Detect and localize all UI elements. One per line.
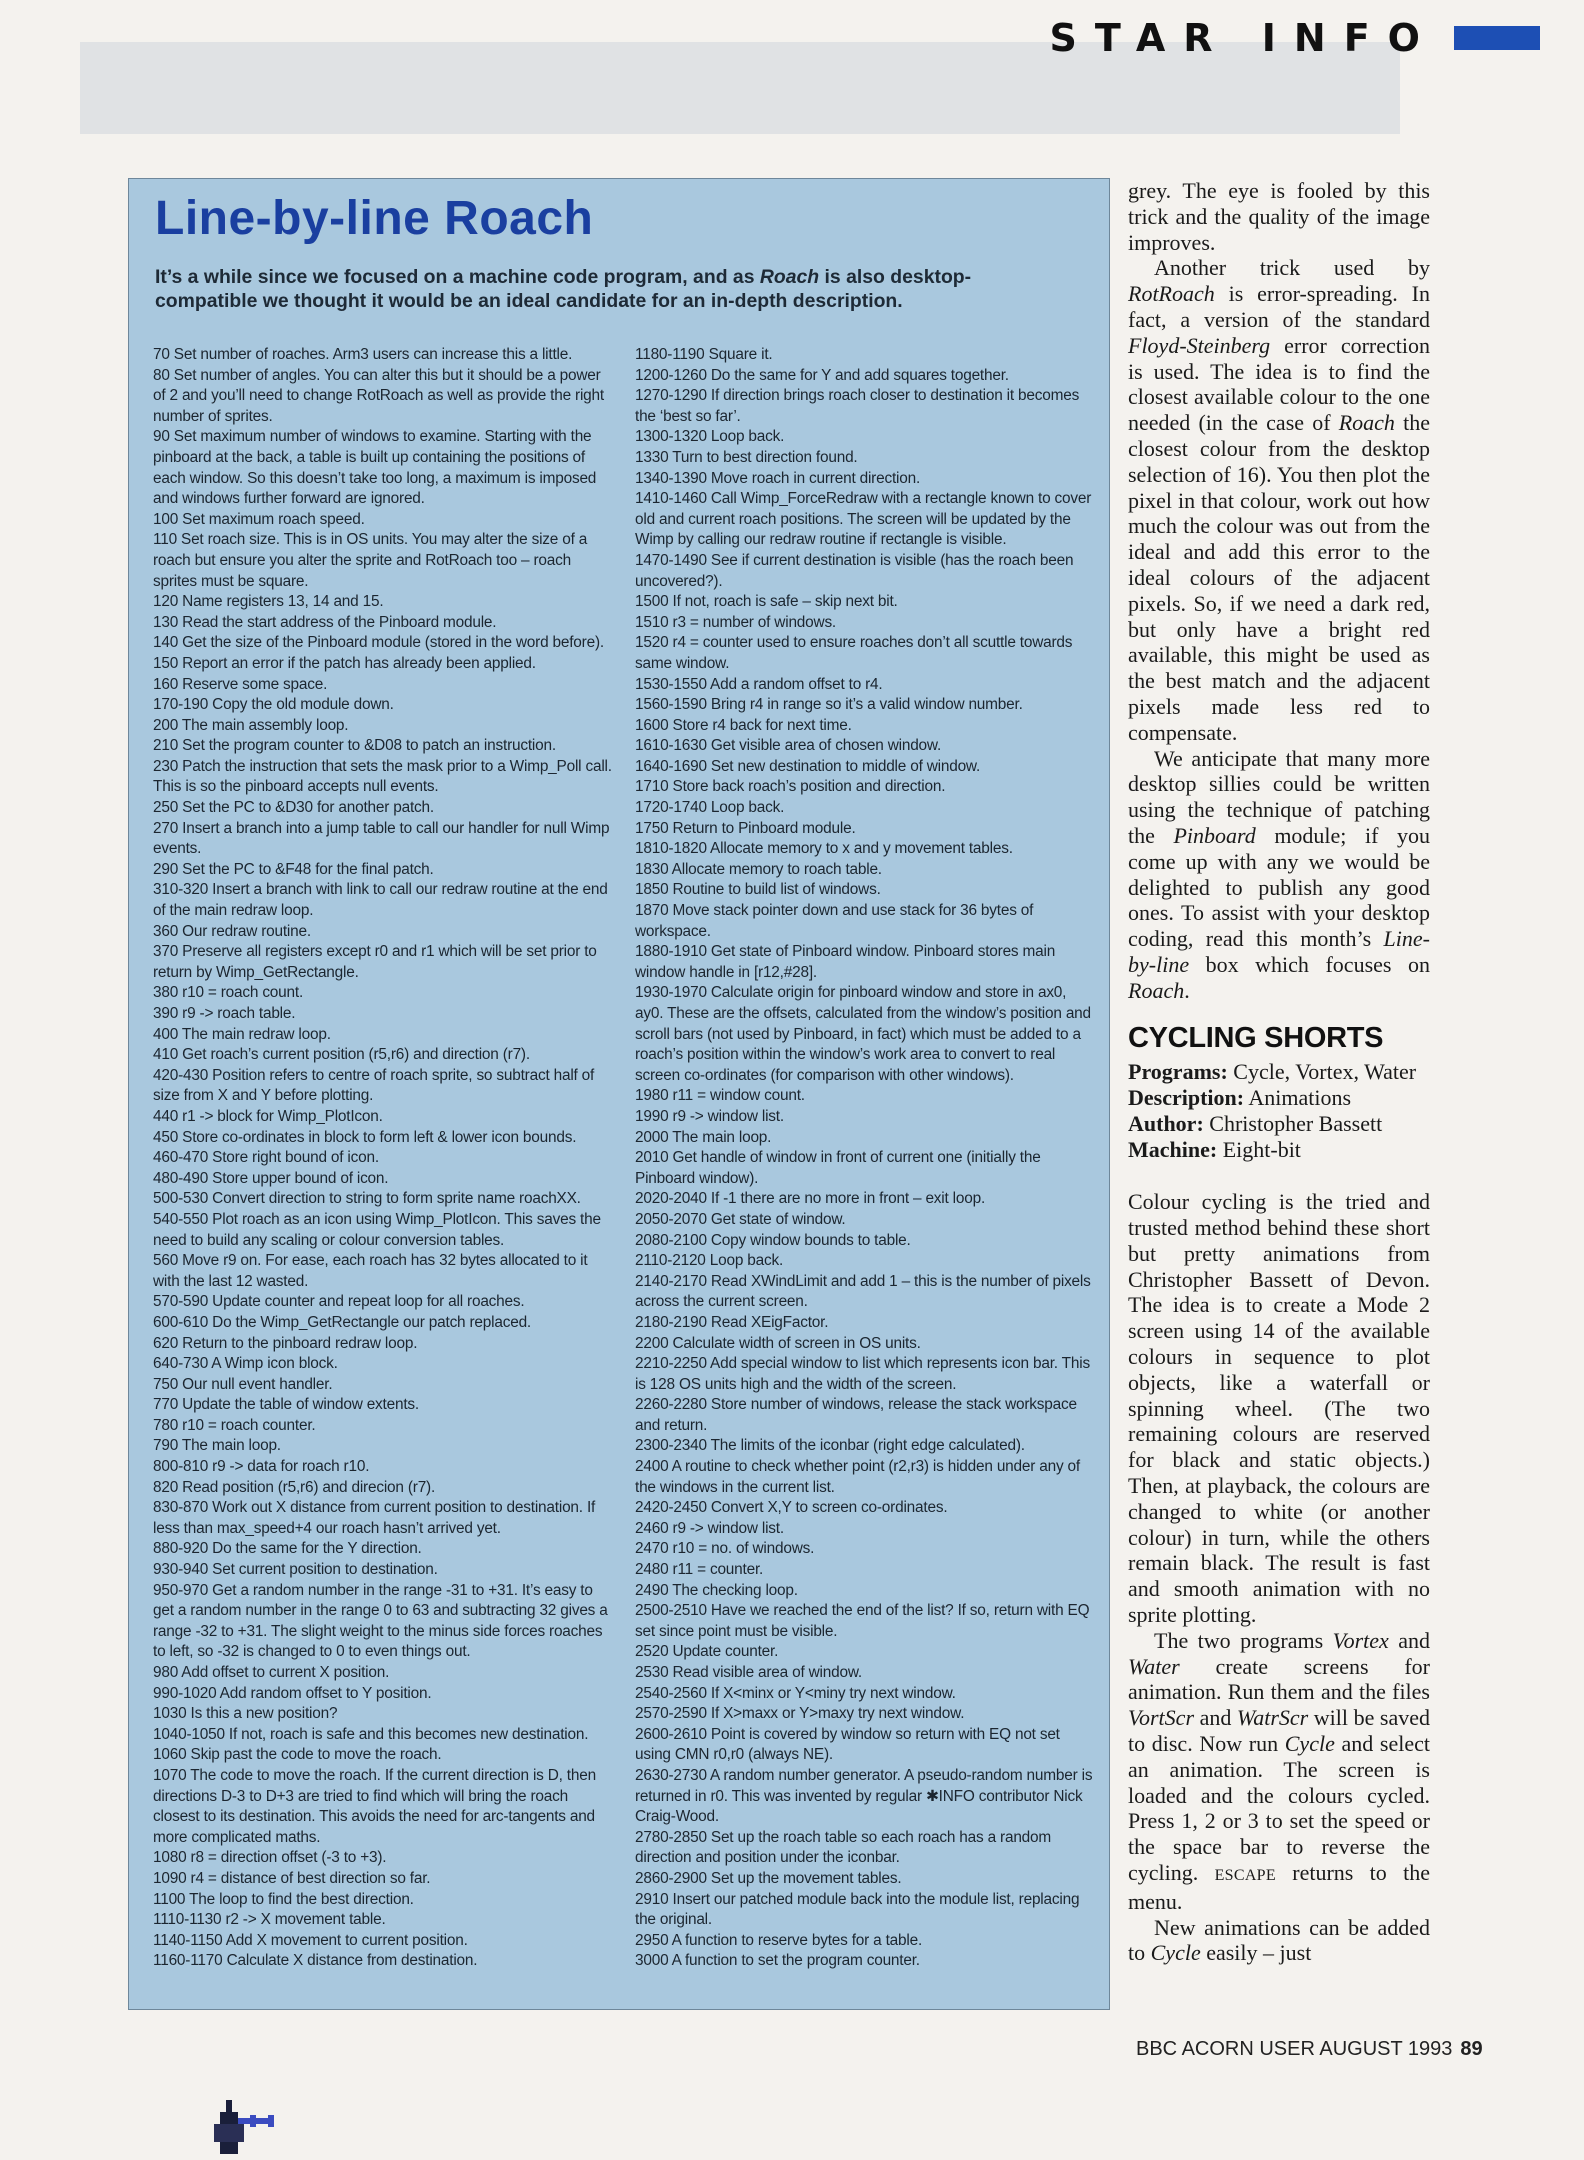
line-item: 1710 Store back roach’s position and direction. [635, 778, 946, 796]
line-item: 2480 r11 = counter. [635, 1561, 764, 1579]
line-item: 640-730 A Wimp icon block. [153, 1355, 338, 1373]
line-item: 150 Report an error if the patch has already been applied. [153, 654, 536, 672]
italic-run: RotRoach [1128, 281, 1215, 307]
line-item: 2490 The checking loop. [635, 1581, 798, 1599]
line-item: 880-920 Do the same for the Y direction. [153, 1540, 422, 1558]
meta-label: Description: [1128, 1085, 1245, 1111]
publication-name: BBC ACORN USER AUGUST 1993 [1136, 2038, 1453, 2060]
line-item: 2420-2450 Convert X,Y to screen co-ordinates. [635, 1499, 948, 1517]
line-item: 600-610 Do the Wimp_GetRectangle our patch replaced. [153, 1313, 532, 1331]
line-item: 1880-1910 Get state of Pinboard window. Pinboard stores main window handle in [r12,#28]. [635, 943, 1056, 981]
line-item: 540-550 Plot roach as an icon using Wimp_PlotIcon. This saves the need to build any scaling or colour conversion tables. [153, 1210, 601, 1249]
line-item: 380 r10 = roach count. [153, 984, 304, 1002]
meta-value: Animations [1248, 1085, 1352, 1111]
line-item: 2540-2560 If X<minx or Y<miny try next window. [635, 1684, 956, 1702]
line-item: 440 r1 -> block for Wimp_PlotIcon. [153, 1107, 383, 1125]
line-item: 620 Return to the pinboard redraw loop. [153, 1334, 418, 1352]
line-item: 1270-1290 If direction brings roach closer to destination it becomes the ‘best so far’. [635, 387, 1080, 425]
italic-run: Line-by-line [1128, 926, 1430, 977]
line-item: 1530-1550 Add a random offset to r4. [635, 675, 883, 693]
line-item: 1140-1150 Add X movement to current position. [153, 1931, 468, 1949]
text-run: . [1184, 977, 1190, 1003]
line-item: 460-470 Store right bound of icon. [153, 1149, 379, 1167]
line-item: 250 Set the PC to &D30 for another patch. [153, 799, 434, 817]
line-item: 80 Set number of angles. You can alter this but it should be a power of 2 and you’ll need to change RotRoach as well as provide the right number of sprites. [153, 366, 604, 425]
line-item: 2140-2170 Read XWindLimit and add 1 – this is the number of pixels across the current screen. [635, 1272, 1091, 1311]
line-item: 170-190 Copy the old module down. [153, 696, 394, 714]
line-item: 2020-2040 If -1 there are no more in front – exit loop. [635, 1190, 986, 1208]
box-intro-pre: It’s a while since we focused on a machine code program, and as [155, 266, 760, 288]
line-item: 2260-2280 Store number of windows, release the stack workspace and return. [635, 1396, 1077, 1434]
text-run: create screens for animation. Run them and the files [1128, 1653, 1430, 1705]
line-item: 570-590 Update counter and repeat loop for all roaches. [153, 1293, 525, 1311]
line-item: 2200 Calculate width of screen in OS units. [635, 1334, 921, 1352]
meta-value: Cycle, Vortex, Water [1233, 1059, 1417, 1085]
spacer [1128, 1163, 1430, 1189]
line-item: 1330 Turn to best direction found. [635, 448, 858, 466]
line-item: 1520 r4 = counter used to ensure roaches don’t all scuttle towards same window. [635, 634, 1073, 672]
line-item: 770 Update the table of window extents. [153, 1396, 419, 1414]
line-item: 1510 r3 = number of windows. [635, 613, 837, 631]
line-item: 1200-1260 Do the same for Y and add squares together. [635, 366, 1009, 384]
line-item: 1070 The code to move the roach. If the current direction is D, then directions D-3 to D+3 are tried to find which will bring the roach closest to its destination. This avoids the need for arc-tangents and more complicated maths. [153, 1766, 596, 1846]
line-item: 2520 Update counter. [635, 1643, 779, 1661]
line-item: 1090 r4 = distance of best direction so far. [153, 1869, 431, 1887]
meta-description [1128, 1085, 1430, 1111]
line-item: 2910 Insert our patched module back into the module list, replacing the original. [635, 1890, 1080, 1929]
line-item: 2780-2850 Set up the roach table so each roach has a random direction and position under the iconbar. [635, 1828, 1052, 1867]
meta-machine [1128, 1137, 1430, 1163]
text-run: the closest colour from the desktop selection of 16). You then plot the pixel in that colour, work out how much the colour was out from the ideal and add this error to the ideal colours of the adjacent pixels. So, if we need a dark red, but only have a bright red available, this might be used as the best match and the adjacent pixels made less red to compensate. [1128, 410, 1430, 745]
line-item: 830-870 Work out X distance from current position to destination. If less than max_speed+4 our roach hasn’t arrived yet. [153, 1499, 596, 1537]
line-item: 120 Name registers 13, 14 and 15. [153, 593, 384, 611]
text-run: easily – just [1200, 1940, 1312, 1966]
line-item: 370 Preserve all registers except r0 and r1 which will be set prior to return by Wimp_GetRectangle. [153, 943, 597, 981]
line-item: 400 The main redraw loop. [153, 1025, 331, 1043]
line-item: 1340-1390 Move roach in current direction. [635, 469, 921, 487]
program-meta [1128, 1059, 1430, 1163]
line-item: 950-970 Get a random number in the range -31 to +31. It’s easy to get a random number in the range 0 to 63 and subtracting 32 gives a range -32 to +31. The slight weight to the minus side forces roaches to left, so -32 is changed to 0 to even things out. [153, 1581, 608, 1661]
line-item: 1640-1690 Set new destination to middle of window. [635, 757, 981, 775]
roach-sprite-icon [190, 2082, 286, 2154]
line-item: 1100 The loop to find the best direction. [153, 1890, 414, 1908]
box-intro-em: Roach [759, 266, 820, 288]
italic-run: Roach [1128, 977, 1185, 1003]
text-run: is error-spreading. In fact, a version of the standard [1128, 281, 1430, 332]
line-item: 310-320 Insert a branch with link to call our redraw routine at the end of the main redraw loop. [153, 881, 608, 920]
line-item: 70 Set number of roaches. Arm3 users can increase this a little. [153, 346, 573, 363]
line-item: 2950 A function to reserve bytes for a table. [635, 1931, 923, 1949]
line-item: 1850 Routine to build list of windows. [635, 881, 881, 899]
italic-run: Cycle [1284, 1731, 1335, 1757]
line-item: 2110-2120 Loop back. [635, 1252, 784, 1270]
line-item: 2180-2190 Read XEigFactor. [635, 1313, 829, 1331]
italic-run: VortScr [1128, 1705, 1194, 1731]
line-item: 1160-1170 Calculate X distance from destination. [153, 1952, 478, 1970]
line-item: 3000 A function to set the program counter. [635, 1952, 920, 1970]
line-item: 100 Set maximum roach speed. [153, 510, 365, 528]
article-paragraph [1128, 255, 1430, 745]
line-item: 800-810 r9 -> data for roach r10. [153, 1458, 370, 1476]
box-left-column [153, 345, 615, 1972]
article-paragraph [1128, 746, 1430, 1004]
line-item: 2570-2590 If X>maxx or Y>maxy try next window. [635, 1705, 965, 1723]
line-item: 2500-2510 Have we reached the end of the list? If so, return with EQ set since point must be visible. [635, 1602, 1090, 1640]
text-run: error correction is used. The idea is to find the closest available colour to the one needed (in the case of [1128, 332, 1430, 436]
line-item: 1180-1190 Square it. [635, 346, 773, 363]
text-run: module; if you come up with any we would be delighted to publish any good ones. To assist with your desktop coding, read this month’s [1128, 822, 1430, 952]
line-item: 360 Our redraw routine. [153, 922, 311, 940]
line-item: 420-430 Position refers to centre of roach sprite, so subtract half of size from X and Y before plotting. [153, 1066, 595, 1105]
text-run: returns to the menu. [1128, 1860, 1430, 1914]
line-item: 1030 Is this a new position? [153, 1705, 338, 1723]
line-item: 980 Add offset to current X position. [153, 1664, 390, 1681]
line-item: 1870 Move stack pointer down and use stack for 36 bytes of workspace. [635, 902, 1034, 940]
line-item: 1750 Return to Pinboard module. [635, 819, 856, 837]
line-item: 990-1020 Add random offset to Y position. [153, 1684, 432, 1702]
text-run: The two programs [1154, 1627, 1333, 1653]
line-item: 290 Set the PC to &F48 for the final patch. [153, 860, 434, 878]
line-item: 140 Get the size of the Pinboard module (stored in the word before). [153, 634, 604, 652]
text-run: Another trick used by [1154, 255, 1430, 281]
italic-run: Water [1128, 1653, 1180, 1679]
line-item: 2300-2340 The limits of the iconbar (right edge calculated). [635, 1437, 1025, 1455]
line-by-line-box [128, 178, 1110, 2010]
line-item: 1980 r11 = window count. [635, 1087, 805, 1105]
line-item: 90 Set maximum number of windows to examine. Starting with the pinboard at the back, a table is built up containing the positions of each window. So this doesn’t take too long, a maximum is imposed and windows further forward are ignored. [153, 428, 597, 508]
line-item: 2530 Read visible area of window. [635, 1664, 862, 1681]
text-run: and select an animation. The screen is loaded and the colours cycled. Press 1, 2 or 3 to set the speed or the space bar to reverse the cycling. [1128, 1731, 1430, 1886]
box-intro [155, 265, 1055, 313]
line-item: 780 r10 = roach counter. [153, 1416, 316, 1434]
box-intro-post: is also desktop-compatible we thought it would be an ideal candidate for an in-depth description. [155, 266, 972, 312]
italic-run: Floyd-Steinberg [1128, 332, 1271, 358]
line-item: 790 The main loop. [153, 1437, 281, 1455]
italic-run: Roach [1338, 410, 1395, 436]
line-item: 1410-1460 Call Wimp_ForceRedraw with a rectangle known to cover old and current roach positions. The screen will be updated by the Wimp by calling our redraw routine if rectangle is visible. [635, 490, 1092, 549]
line-item: 1470-1490 See if current destination is visible (has the roach been uncovered?). [635, 551, 1074, 590]
small-caps-run: ESCAPE [1214, 1867, 1276, 1885]
line-item: 2470 r10 = no. of windows. [635, 1540, 815, 1558]
page-footer [1136, 2038, 1483, 2061]
italic-run: Pinboard [1173, 822, 1256, 848]
line-item: 2400 A routine to check whether point (r2,r3) is hidden under any of the windows in the current list. [635, 1458, 1080, 1496]
meta-label: Programs: [1128, 1059, 1228, 1085]
text-run: will be saved to disc. Now run [1128, 1705, 1430, 1757]
meta-value: Christopher Bassett [1209, 1111, 1383, 1137]
article-column [1128, 178, 1430, 1966]
line-item: 1560-1590 Bring r4 in range so it’s a valid window number. [635, 696, 1023, 714]
text-run: New animations can be added to [1128, 1914, 1430, 1966]
section-label: STAR INFO [1049, 16, 1438, 60]
line-item: 1500 If not, roach is safe – skip next bit. [635, 593, 898, 611]
article-paragraph: Colour cycling is the tried and trusted method behind these short but pretty animations from Christopher Bassett of Devon. The idea is to create a Mode 2 screen using 14 of the available colours in sequence to plot objects, like a waterfall or spinning wheel. (The two remaining colours are reserved for black and static objects.) Then, at playback, the colours are changed to white (or another colour) in turn, while the others remain black. The result is fast and smooth animation with no sprite plotting. [1128, 1189, 1430, 1628]
line-item: 390 r9 -> roach table. [153, 1005, 296, 1022]
line-item: 480-490 Store upper bound of icon. [153, 1169, 389, 1187]
italic-run: WatrScr [1236, 1705, 1309, 1731]
line-item: 2050-2070 Get state of window. [635, 1210, 846, 1228]
line-item: 160 Reserve some space. [153, 675, 328, 693]
italic-run: Vortex [1332, 1627, 1389, 1653]
line-item: 1060 Skip past the code to move the roach. [153, 1746, 442, 1764]
text-run: and [1194, 1705, 1237, 1731]
line-item: 2600-2610 Point is covered by window so return with EQ not set using CMN r0,r0 (always NE). [635, 1725, 1060, 1764]
section-header [1050, 16, 1540, 60]
text-run: We anticipate that many more desktop sillies could be written using the technique of patching the [1128, 745, 1430, 848]
line-item: 130 Read the start address of the Pinboard module. [153, 613, 497, 631]
box-right-column [635, 345, 1097, 1972]
line-item: 2860-2900 Set up the movement tables. [635, 1869, 902, 1887]
meta-author [1128, 1111, 1430, 1137]
line-item: 1080 r8 = direction offset (-3 to +3). [153, 1849, 387, 1867]
line-item: 200 The main assembly loop. [153, 716, 349, 734]
text-run: box which focuses on [1189, 951, 1430, 977]
line-item: 1110-1130 r2 -> X movement table. [153, 1911, 386, 1929]
line-item: 750 Our null event handler. [153, 1375, 333, 1393]
meta-programs [1128, 1059, 1430, 1085]
line-item: 210 Set the program counter to &D08 to patch an instruction. [153, 737, 556, 755]
section-color-bar [1454, 26, 1540, 50]
article-paragraph: grey. The eye is fooled by this trick and the quality of the image improves. [1128, 178, 1430, 255]
italic-run: Cycle [1150, 1940, 1201, 1966]
line-item: 500-530 Convert direction to string to form sprite name roachXX. [153, 1190, 581, 1208]
meta-value: Eight-bit [1222, 1137, 1301, 1163]
text-run: and [1388, 1627, 1431, 1653]
line-item: 270 Insert a branch into a jump table to call our handler for null Wimp events. [153, 819, 610, 858]
line-item: 1990 r9 -> window list. [635, 1107, 784, 1125]
article-paragraph [1128, 1915, 1430, 1967]
line-item: 2010 Get handle of window in front of current one (initially the Pinboard window). [635, 1149, 1041, 1187]
line-item: 930-940 Set current position to destination. [153, 1561, 438, 1579]
line-item: 2000 The main loop. [635, 1128, 772, 1146]
meta-label: Machine: [1128, 1137, 1218, 1163]
line-item: 1040-1050 If not, roach is safe and this becomes new destination. [153, 1725, 589, 1743]
line-item: 110 Set roach size. This is in OS units. You may alter the size of a roach but ensure you alter the sprite and RotRoach too – roach sprites must be square. [153, 531, 588, 590]
line-item: 2080-2100 Copy window bounds to table. [635, 1231, 911, 1249]
line-item: 1720-1740 Loop back. [635, 799, 785, 817]
line-item: 1930-1970 Calculate origin for pinboard window and store in ax0, ay0. These are the offsets, calculated from the window’s position and scroll bars (not used by Pinboard, in fact) which must be added to a roach’s position within the window’s work area to convert to real screen co-ordinates (for comparison with other windows). [635, 984, 1091, 1084]
line-item: 410 Get roach’s current position (r5,r6) and direction (r7). [153, 1046, 530, 1064]
line-item: 2460 r9 -> window list. [635, 1519, 784, 1537]
page-number: 89 [1460, 2038, 1483, 2060]
line-item: 560 Move r9 on. For ease, each roach has 32 bytes allocated to it with the last 12 wasted. [153, 1252, 588, 1290]
line-item: 1810-1820 Allocate memory to x and y movement tables. [635, 840, 1013, 858]
line-item: 230 Patch the instruction that sets the mask prior to a Wimp_Poll call. This is so the pinboard accepts null events. [153, 757, 612, 796]
line-item: 820 Read position (r5,r6) and direcion (r7). [153, 1478, 436, 1496]
line-item: 1300-1320 Loop back. [635, 428, 785, 446]
article-paragraph [1128, 1628, 1430, 1915]
box-title: Line-by-line Roach [155, 192, 594, 245]
section-heading: CYCLING SHORTS [1128, 1021, 1384, 1054]
line-item: 1600 Store r4 back for next time. [635, 716, 852, 734]
line-item: 1610-1630 Get visible area of chosen window. [635, 737, 942, 755]
line-item: 2630-2730 A random number generator. A pseudo-random number is returned in r0. This was invented by regular ✱INFO contributor Nick Craig-Wood. [635, 1766, 1093, 1826]
meta-label: Author: [1128, 1111, 1204, 1137]
line-item: 450 Store co-ordinates in block to form left & lower icon bounds. [153, 1128, 577, 1146]
line-item: 1830 Allocate memory to roach table. [635, 860, 882, 878]
line-item: 2210-2250 Add special window to list which represents icon bar. This is 128 OS units high and the width of the screen. [635, 1355, 1090, 1393]
